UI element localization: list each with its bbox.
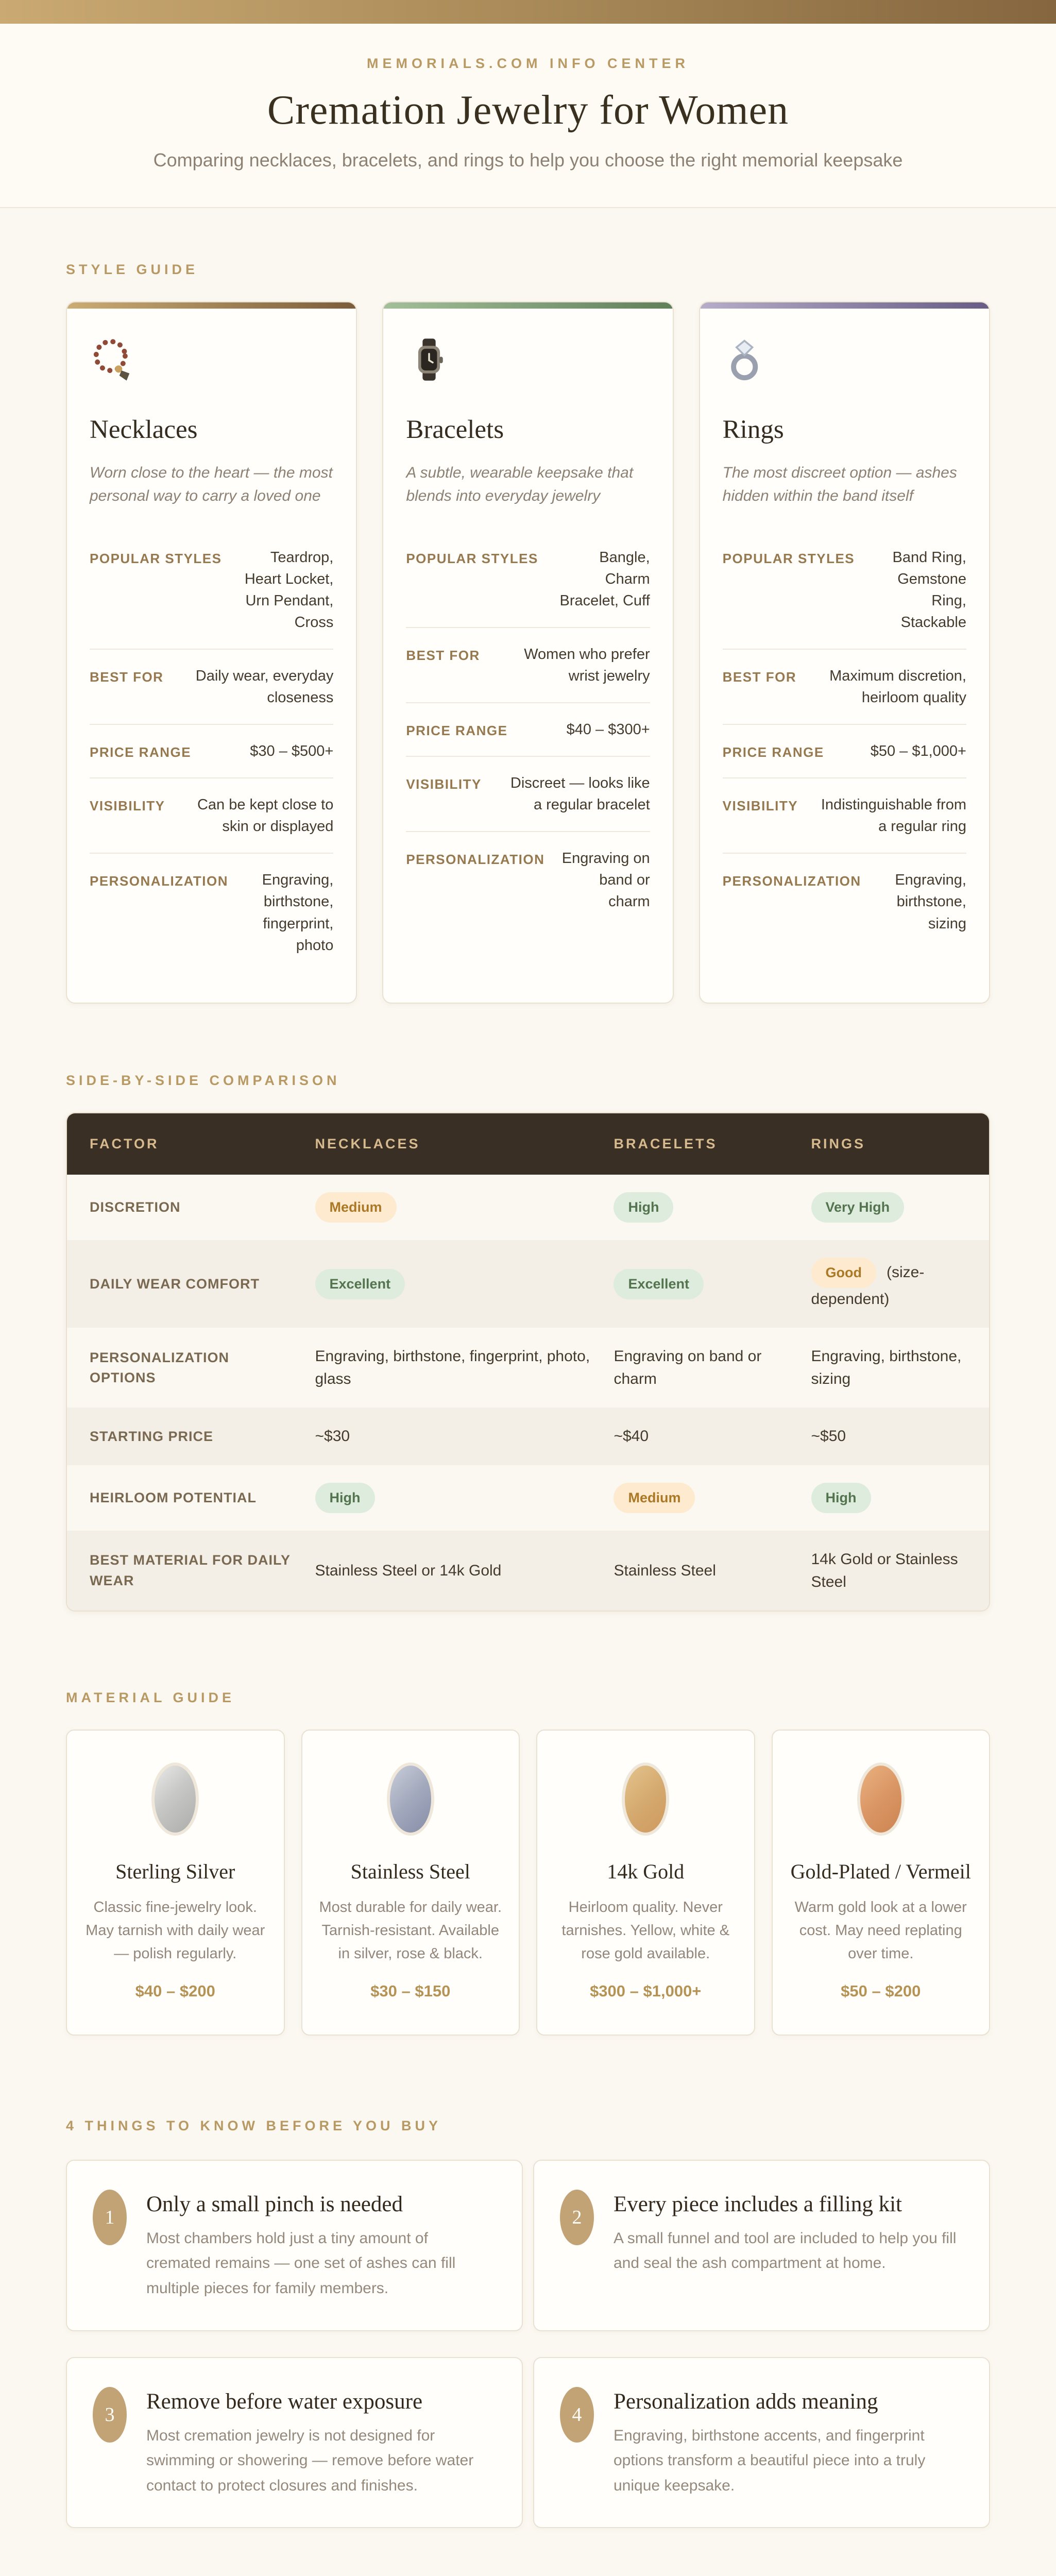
page-title: Cremation Jewelry for Women xyxy=(267,88,789,133)
spec-row xyxy=(723,649,966,724)
tip-body: Most chambers hold just a tiny amount of cremated remains — one set of ashes can fill multiple pieces for family members. xyxy=(146,2229,456,2297)
spec-label: VISIBILITY xyxy=(406,776,482,792)
spec-value: Can be kept close to skin or displayed xyxy=(197,796,334,835)
spec-value: Daily wear, everyday closeness xyxy=(195,668,334,706)
table-cell: Engraving, birthstone, fingerprint, photo, glass xyxy=(315,1348,590,1387)
status-badge: Medium xyxy=(614,1483,695,1513)
prayer-beads-necklace-icon xyxy=(90,336,333,384)
spec-value: Women who prefer wrist jewelry xyxy=(524,646,650,685)
material-guide-section xyxy=(66,1690,990,2036)
comparison-section xyxy=(66,1073,990,1612)
tip-title: Personalization adds meaning xyxy=(614,2389,878,2414)
style-guide-label: STYLE GUIDE xyxy=(66,262,199,277)
material-description: Most durable for daily wear. Tarnish-resistant. Available in silver, rose & black. xyxy=(319,1899,502,1962)
material-price: $40 – $200 xyxy=(135,1981,215,2000)
status-badge: High xyxy=(614,1192,673,1223)
material-swatch xyxy=(387,1762,434,1836)
material-swatch xyxy=(151,1762,199,1836)
spec-value: Teardrop, Heart Locket, Urn Pendant, Cross xyxy=(244,549,334,631)
material-name: Stainless Steel xyxy=(350,1860,470,1884)
factor-cell: BEST MATERIAL FOR DAILY WEAR xyxy=(90,1552,291,1588)
card-accent-bar xyxy=(700,302,989,309)
eyebrow: MEMORIALS.COM INFO CENTER xyxy=(367,56,689,71)
things-to-know-label: 4 THINGS TO KNOW BEFORE YOU BUY xyxy=(66,2117,442,2133)
tip-title: Remove before water exposure xyxy=(146,2389,423,2414)
material-name: Gold-Plated / Vermeil xyxy=(790,1860,971,1884)
tip-card xyxy=(66,2357,523,2529)
factor-cell: DISCRETION xyxy=(90,1199,181,1215)
spec-label: PRICE RANGE xyxy=(722,744,824,760)
spec-value: Engraving, birthstone, fingerprint, photo xyxy=(262,872,334,954)
spec-value: Bangle, Charm Bracelet, Cuff xyxy=(559,549,650,609)
table-header-row xyxy=(67,1113,989,1175)
spec-row xyxy=(90,777,333,853)
top-accent-bar xyxy=(0,0,1056,24)
table-row xyxy=(67,1240,989,1328)
table-header-cell: FACTOR xyxy=(90,1136,159,1151)
table-row xyxy=(67,1175,989,1240)
spec-row xyxy=(90,724,333,777)
comparison-label: SIDE-BY-SIDE COMPARISON xyxy=(66,1072,340,1088)
badge-suffix: (size-dependent) xyxy=(811,1263,925,1308)
table-cell xyxy=(315,1175,614,1240)
spec-row xyxy=(90,853,333,971)
table-cell xyxy=(614,1251,811,1317)
table-row xyxy=(67,1465,989,1531)
table-cell: Engraving, birthstone, sizing xyxy=(811,1348,962,1387)
tip-card xyxy=(66,2160,523,2331)
table-cell xyxy=(811,1240,989,1328)
table-cell: ~$40 xyxy=(614,1428,649,1445)
table-header-cell: NECKLACES xyxy=(315,1136,420,1151)
card-accent-bar xyxy=(383,302,672,309)
card-title: Bracelets xyxy=(406,415,504,444)
table-cell: ~$30 xyxy=(315,1428,350,1445)
material-card-stainless-steel xyxy=(301,1730,520,2036)
style-card-bracelets xyxy=(382,301,673,1004)
spec-value: Maximum discretion, heirloom quality xyxy=(829,668,966,706)
spec-label: PRICE RANGE xyxy=(90,744,192,760)
card-accent-bar xyxy=(67,302,356,309)
card-title: Necklaces xyxy=(90,415,198,444)
number-badge: 2 xyxy=(560,2190,594,2245)
material-price: $50 – $200 xyxy=(841,1981,921,2000)
ring-icon xyxy=(723,336,966,384)
factor-cell: DAILY WEAR COMFORT xyxy=(90,1276,260,1292)
spec-label: PRICE RANGE xyxy=(406,723,508,739)
tip-title: Only a small pinch is needed xyxy=(146,2192,403,2216)
comparison-table xyxy=(66,1112,990,1612)
table-row xyxy=(67,1531,989,1611)
spec-label: POPULAR STYLES xyxy=(90,551,222,566)
table-cell: ~$50 xyxy=(811,1428,846,1445)
material-card-sterling-silver xyxy=(66,1730,285,2036)
factor-cell: HEIRLOOM POTENTIAL xyxy=(90,1489,257,1505)
spec-label: POPULAR STYLES xyxy=(406,551,538,566)
page-subtitle: Comparing necklaces, bracelets, and rings to help you choose the right memorial keepsake xyxy=(153,149,903,171)
tip-card xyxy=(533,2160,990,2331)
spec-value: Indistinguishable from a regular ring xyxy=(821,796,966,835)
watch-bracelet-icon xyxy=(406,336,650,384)
spec-label: POPULAR STYLES xyxy=(722,551,855,566)
table-cell: 14k Gold or Stainless Steel xyxy=(811,1551,958,1590)
hero xyxy=(0,24,1056,208)
card-description: The most discreet option — ashes hidden within the band itself xyxy=(722,464,957,504)
material-card-gold-plated-vermeil xyxy=(772,1730,991,2036)
spec-row xyxy=(406,627,650,702)
spec-value: Engraving, birthstone, sizing xyxy=(895,872,966,932)
material-description: Heirloom quality. Never tarnishes. Yellow, white & rose gold available. xyxy=(561,1899,730,1962)
tip-card xyxy=(533,2357,990,2529)
status-badge: High xyxy=(811,1483,871,1513)
spec-row xyxy=(90,649,333,724)
material-description: Classic fine-jewelry look. May tarnish with daily wear — polish regularly. xyxy=(86,1899,265,1962)
table-header-cell: BRACELETS xyxy=(614,1136,718,1151)
table-cell xyxy=(811,1175,989,1240)
table-cell: Engraving on band or charm xyxy=(614,1348,762,1387)
spec-row xyxy=(406,831,650,928)
material-card-14k-gold xyxy=(536,1730,755,2036)
spec-label: BEST FOR xyxy=(90,669,164,685)
status-badge: High xyxy=(315,1483,375,1513)
spec-row xyxy=(723,777,966,853)
spec-value: Engraving on band or charm xyxy=(561,850,650,910)
table-cell xyxy=(315,1251,614,1317)
status-badge: Very High xyxy=(811,1192,905,1223)
spec-row xyxy=(723,853,966,950)
card-description: A subtle, wearable keepsake that blends into everyday jewelry xyxy=(406,464,634,504)
material-name: 14k Gold xyxy=(607,1860,685,1884)
status-badge: Medium xyxy=(315,1192,397,1223)
style-card-necklaces xyxy=(66,301,357,1004)
material-price: $30 – $150 xyxy=(370,1981,451,2000)
table-header-cell: RINGS xyxy=(811,1136,866,1151)
spec-label: PERSONALIZATION xyxy=(722,873,861,889)
material-guide-label: MATERIAL GUIDE xyxy=(66,1690,235,1706)
things-to-know-section xyxy=(66,2118,990,2529)
spec-value: $30 – $500+ xyxy=(250,743,334,760)
card-description: Worn close to the heart — the most personal way to carry a loved one xyxy=(90,464,333,504)
material-name: Sterling Silver xyxy=(115,1860,235,1884)
material-swatch xyxy=(857,1762,905,1836)
spec-label: VISIBILITY xyxy=(90,798,165,814)
status-badge: Good xyxy=(811,1258,876,1288)
spec-label: PERSONALIZATION xyxy=(406,852,545,868)
spec-value: Discreet — looks like a regular bracelet xyxy=(510,775,650,814)
table-cell: Stainless Steel or 14k Gold xyxy=(315,1562,502,1579)
table-cell: Stainless Steel xyxy=(614,1562,716,1579)
tip-body: Engraving, birthstone accents, and fingerprint options transform a beautiful piece into a truly unique keepsake. xyxy=(614,2427,926,2494)
spec-value: Band Ring, Gemstone Ring, Stackable xyxy=(892,549,966,631)
spec-row xyxy=(90,531,333,649)
number-badge: 3 xyxy=(93,2387,127,2443)
tip-title: Every piece includes a filling kit xyxy=(614,2192,902,2216)
spec-value: $40 – $300+ xyxy=(566,721,650,738)
spec-label: BEST FOR xyxy=(406,648,480,664)
tip-body: A small funnel and tool are included to help you fill and seal the ash compartment at home. xyxy=(614,2229,957,2272)
status-badge: Excellent xyxy=(315,1269,405,1299)
table-row xyxy=(67,1408,989,1465)
spec-row xyxy=(406,756,650,831)
spec-value: $50 – $1,000+ xyxy=(870,743,966,760)
factor-cell: PERSONALIZATION OPTIONS xyxy=(90,1349,229,1385)
table-cell xyxy=(614,1465,811,1531)
factor-cell: STARTING PRICE xyxy=(90,1428,214,1444)
tip-body: Most cremation jewelry is not designed for swimming or showering — remove before water contact to protect closures and finishes. xyxy=(146,2427,474,2494)
material-swatch xyxy=(622,1762,669,1836)
spec-row xyxy=(406,531,650,627)
spec-label: VISIBILITY xyxy=(722,798,798,814)
table-cell xyxy=(811,1465,989,1531)
material-description: Warm gold look at a lower cost. May need replating over time. xyxy=(794,1899,967,1962)
table-cell xyxy=(315,1465,614,1531)
spec-label: PERSONALIZATION xyxy=(90,873,229,889)
spec-row xyxy=(723,724,966,777)
table-row xyxy=(67,1328,989,1408)
spec-label: BEST FOR xyxy=(722,669,797,685)
spec-row xyxy=(723,531,966,649)
status-badge: Excellent xyxy=(614,1269,704,1299)
spec-row xyxy=(406,702,650,756)
card-title: Rings xyxy=(722,415,784,444)
number-badge: 1 xyxy=(93,2190,127,2245)
number-badge: 4 xyxy=(560,2387,594,2443)
table-cell xyxy=(614,1175,811,1240)
material-price: $300 – $1,000+ xyxy=(590,1981,702,2000)
style-card-rings xyxy=(699,301,990,1004)
style-guide-section xyxy=(66,262,990,1004)
